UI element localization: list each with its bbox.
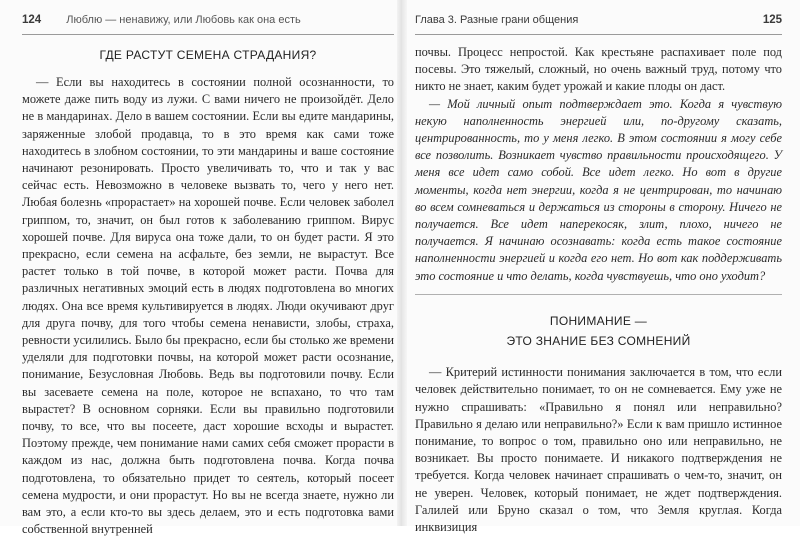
left-page-number: 124 <box>22 14 42 26</box>
book-gutter <box>397 0 407 526</box>
right-paragraph: — Критерий истинности понимания заключается в том, что если человек действительно понимает, то он не сомневается. Ему уже не нужно спрашивать: «Правильно я понял или неправильно? Правильно я делаю или неправильно?» Если к вам пришло истинное понимание, то вопрос о том, правильно оно или неправильно, не возникает. Вы просто понимаете. И никакого подтверждения не требуется. Когда человек начинает спрашивать о чем-то, значит, он не уверен. Человек, который понимает, не ждет подтверждения. Галилей или Бруно сказал о том, что Земля круглая. Когда инквизиция <box>415 365 782 535</box>
right-italic-paragraph: — Мой личный опыт подтверждает это. Когда я чувствую некую наполненность энергией или, по-другому сказать, центрированность, то у меня легко. В этом состоянии я могу себе все позволить. Возникает чувство правильности происходящего. У меня все идет само собой. Все идет легко. Но вот в другие моменты, когда нет энергии, когда я не центрирован, то начинаю во всем сомневаться и держаться из стороны в сторону. Ничего не получается. Все идет наперекосяк, злит, плохо, ничего не получается. Я начинаю осознавать: когда есть такое состояние наполненности энергией и когда его нет. Но вот как поддерживать это состояние и что делать, когда чувствуешь, что оно уходит? <box>415 96 782 283</box>
left-running-head <box>22 14 301 26</box>
left-paragraph: — Если вы находитесь в состоянии полной осознанности, то можете даже пить воду из лужи. С вами ничего не произойдёт. Дело не в мандаринах. Дело в вашем состоянии. Если вы едите мандарины, заряженные злобой продавца, то в это время как сами тоже находитесь в злобном состоянии, то эти мандарины и ваше состояние начинают резонировать. Просто увеличивать то, что и так у вас сейчас есть. Невозможно в человеке вызвать то, чего у него нет. Любая болезнь «прорастает» на хорошей почве. Если человек заболел гриппом, то, значит, он был готов к заболеванию гриппом. Вирус хорошей почве. Для вируса она тоже дали, то он будет расти. Я это прекрасно, если семена на асфальте, без земли, не вырастут. Все растет только в той почве, в которой может расти. Почва для различных негативных эмоций есть в людях подготовлена во многих людях. Она все время культивируется в людях. Люди окучивают друг для друга почву, для того чтобы семена ненависти, злобы, страха, ревности усилились. Было бы прекрасно, если бы столько же времени уделяли для подготовки почвы, на которой может расти осознание, понимание, Безусловная Любовь. Ведь вы подготовили почву. Если вы засеваете семена на поле, которое не вспахано, то что там вырастет? В основном сорняки. Если вы правильно подготовили почву, то все, что вы посеете, даст хорошие всходы и вырастет. Поэтому прежде, чем понимание нами самих себя сможет прорасти в каждом из нас, должна быть подготовлена почва. Когда почва подготовлена, то обязательно придет то сеятель, который посеет семена мудрости, и они прорастут. Но вы не всегда знаете, нужно ли вам это, а если кто-то вы здесь делаем, это и есть подготовка вами собственной внутренней <box>22 75 394 537</box>
right-intro-paragraph: почвы. Процесс непростой. Как крестьяне распахивает поле под посевы. Это тяжелый, сложный, но очень важный труд, потому что никто не знает, каким будет урожай и какие плоды он даст. <box>415 45 782 94</box>
left-body-text <box>22 74 394 537</box>
left-section-title: ГДЕ РАСТУТ СЕМЕНА СТРАДАНИЯ? <box>99 48 317 62</box>
right-page <box>407 0 800 535</box>
right-section-title-line2: ЭТО ЗНАНИЕ БЕЗ СОМНЕНИЙ <box>506 334 691 349</box>
right-section-title-line1: ПОНИМАНИЕ — <box>549 313 648 328</box>
left-running-title: Люблю — ненавижу, или Любовь как она есть <box>66 14 301 26</box>
right-body-text <box>415 44 782 535</box>
left-header-rule <box>22 34 394 35</box>
right-running-title: Глава 3. Разные грани общения <box>415 14 579 26</box>
left-page <box>0 0 397 537</box>
right-header-rule <box>415 34 782 35</box>
right-page-number: 125 <box>762 14 782 26</box>
